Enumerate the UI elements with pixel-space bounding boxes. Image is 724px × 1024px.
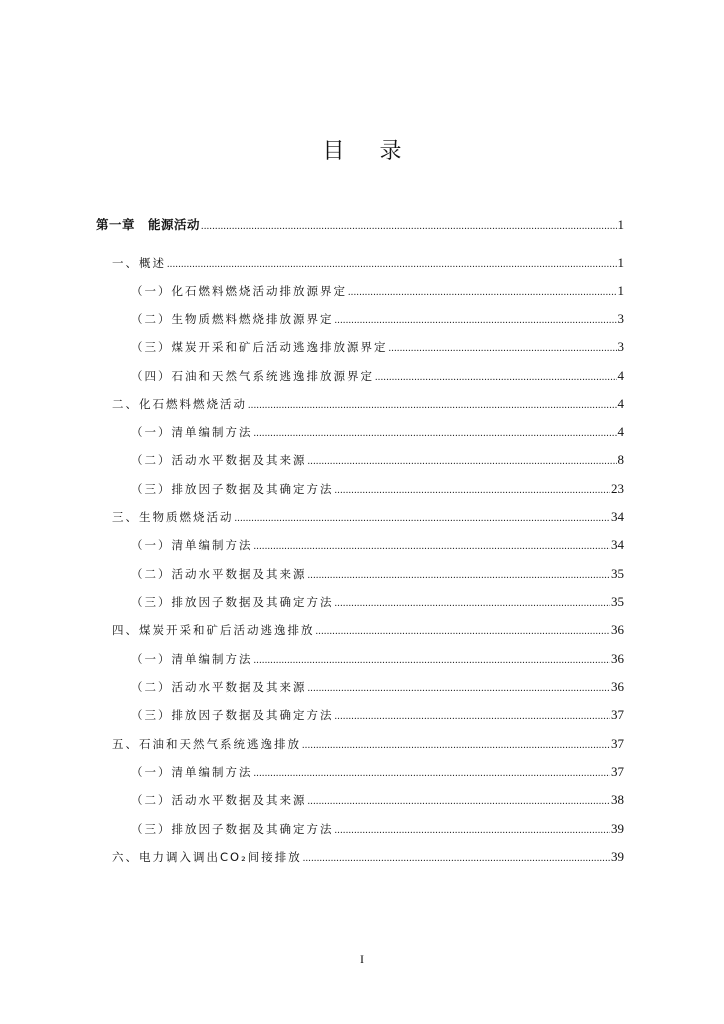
toc-entry-label: 第一章 能源活动: [96, 217, 201, 232]
toc-page-number: 1: [617, 283, 624, 298]
toc-entry-label: （二）活动水平数据及其来源: [131, 453, 307, 467]
toc-page-number: 3: [617, 311, 624, 326]
toc-leader-dots: [375, 370, 617, 386]
toc-entry-label: （一）化石燃料燃烧活动排放源界定: [131, 284, 347, 298]
toc-entry[interactable]: [131, 566, 624, 584]
toc-entry[interactable]: [131, 651, 624, 669]
toc-leader-dots: [316, 624, 611, 640]
toc-entry[interactable]: [131, 368, 624, 386]
toc-entry[interactable]: [131, 311, 624, 329]
toc-entry[interactable]: [112, 736, 624, 754]
toc-leader-dots: [308, 681, 611, 697]
toc-page-number: 37: [611, 764, 624, 779]
toc-entry-label: （一）清单编制方法: [131, 765, 253, 779]
toc-page-number: 8: [617, 452, 624, 467]
toc-entry[interactable]: [112, 622, 624, 640]
toc-entry[interactable]: [131, 594, 624, 612]
toc-entry-label: （一）清单编制方法: [131, 652, 253, 666]
toc-entry-label: （三）排放因子数据及其确定方法: [131, 708, 334, 722]
toc-leader-dots: [303, 851, 610, 867]
toc-leader-dots: [335, 709, 611, 725]
toc-entry[interactable]: [131, 537, 624, 555]
toc-entry-label: （二）生物质燃料燃烧排放源界定: [131, 312, 334, 326]
toc-entry-label: （二）活动水平数据及其来源: [131, 567, 307, 581]
toc-page-number: 4: [617, 396, 624, 411]
toc-page-number: 37: [611, 707, 624, 722]
toc-leader-dots: [254, 539, 611, 555]
toc-entry-label: （三）煤炭开采和矿后活动逃逸排放源界定: [131, 340, 388, 354]
toc-entry[interactable]: [131, 764, 624, 782]
toc-entry-label: （三）排放因子数据及其确定方法: [131, 595, 334, 609]
toc-leader-dots: [308, 568, 611, 584]
toc-leader-dots: [335, 313, 617, 329]
toc-page-number: 36: [611, 622, 624, 637]
toc-entry[interactable]: [131, 424, 624, 442]
toc-leader-dots: [254, 766, 611, 782]
toc-leader-dots: [389, 341, 617, 357]
toc-page-number: 34: [611, 509, 624, 524]
toc-leader-dots: [302, 738, 610, 754]
toc-leader-dots: [254, 426, 617, 442]
toc-page-number: 37: [611, 736, 624, 751]
toc-page-number: 39: [611, 849, 624, 864]
toc-entry-label: （一）清单编制方法: [131, 538, 253, 552]
toc-entry[interactable]: [131, 339, 624, 357]
footer-page-number: I: [360, 952, 364, 966]
toc-entry-label: 六、电力调入调出CO₂间接排放: [112, 850, 302, 864]
toc-entry[interactable]: [112, 509, 624, 527]
toc-entry-label: 四、煤炭开采和矿后活动逃逸排放: [112, 623, 315, 637]
toc-page-number: 39: [611, 821, 624, 836]
toc-page-number: 35: [611, 566, 624, 581]
toc-entry-label: （四）石油和天然气系统逃逸排放源界定: [131, 369, 374, 383]
toc-entry-label: （三）排放因子数据及其确定方法: [131, 822, 334, 836]
toc-entry[interactable]: [112, 255, 624, 273]
toc-page-number: 4: [617, 368, 624, 383]
toc-page-number: 36: [611, 679, 624, 694]
toc-entry-label: 二、化石燃料燃烧活动: [112, 397, 247, 411]
toc-entry-label: （一）清单编制方法: [131, 425, 253, 439]
toc-page-number: 23: [611, 481, 624, 496]
toc-entry-chapter-1[interactable]: [96, 217, 624, 235]
toc-entry-label: （三）排放因子数据及其确定方法: [131, 482, 334, 496]
toc-page-number: 3: [617, 339, 624, 354]
page-title: 目 录: [322, 139, 416, 164]
toc-leader-dots: [348, 285, 617, 301]
toc-leader-dots: [254, 653, 611, 669]
toc-leader-dots: [308, 794, 611, 810]
toc-entry[interactable]: [131, 481, 624, 499]
toc-page-number: 4: [617, 424, 624, 439]
toc-page-number: 1: [617, 217, 624, 232]
toc-leader-dots: [308, 454, 617, 470]
toc-leader-dots: [235, 511, 611, 527]
toc-entry-label: （二）活动水平数据及其来源: [131, 793, 307, 807]
toc-entry[interactable]: [131, 283, 624, 301]
toc-entry[interactable]: [131, 821, 624, 839]
toc-leader-dots: [335, 596, 611, 612]
toc-leader-dots: [201, 219, 616, 235]
toc-entry-label: 一、概述: [112, 256, 166, 270]
toc-entry[interactable]: [131, 792, 624, 810]
toc-entry-label: 三、生物质燃烧活动: [112, 510, 234, 524]
toc-page-number: 1: [617, 255, 624, 270]
toc-page-number: 34: [611, 537, 624, 552]
toc-entry[interactable]: [131, 452, 624, 470]
toc-entry[interactable]: [131, 707, 624, 725]
toc-entry-label: （二）活动水平数据及其来源: [131, 680, 307, 694]
toc-entry[interactable]: [112, 396, 624, 414]
toc-leader-dots: [248, 398, 617, 414]
toc-entry-label: 五、石油和天然气系统逃逸排放: [112, 737, 301, 751]
toc-page-number: 38: [611, 792, 624, 807]
toc-leader-dots: [335, 483, 611, 499]
toc-page-number: 35: [611, 594, 624, 609]
toc-page-number: 36: [611, 651, 624, 666]
toc-entry[interactable]: [131, 679, 624, 697]
toc-leader-dots: [335, 823, 611, 839]
toc-entry[interactable]: [112, 849, 624, 867]
toc-leader-dots: [167, 257, 617, 273]
